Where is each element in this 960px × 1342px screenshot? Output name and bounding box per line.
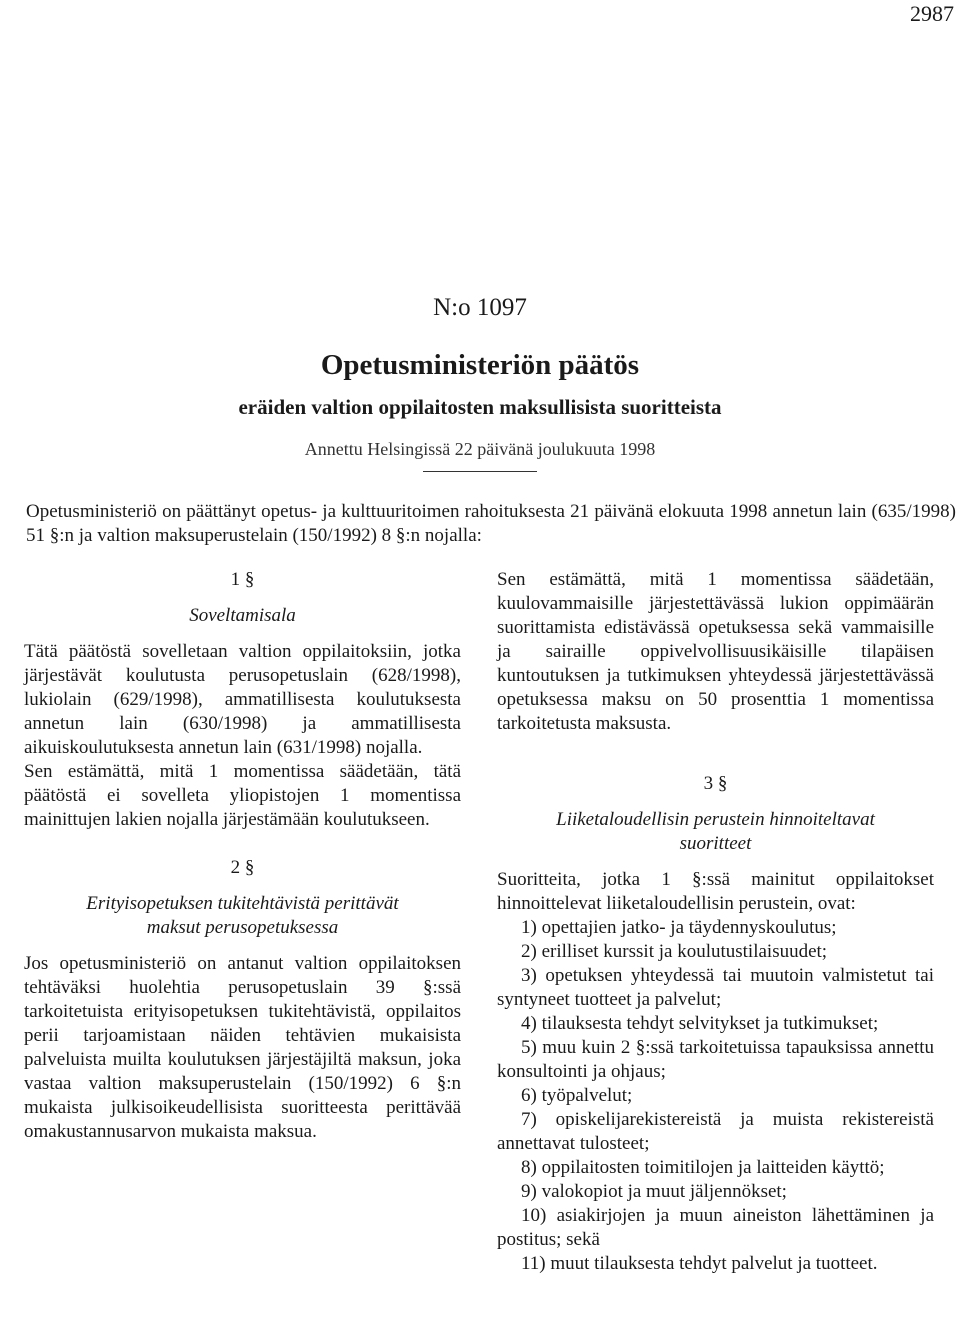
section-2-paragraph-1: Jos opetusministeriö on antanut valtion oppilaitoksen tehtäväksi huolehtia perusopetuslain 39 §:ssä tarkoitetuista erityisopetuksen tukitehtävistä, oppilaitos perii tarjoamistaan näiden tehtävien mukaisista palveluista muilta koulutuksen järjestäjiltä maksun, joka vastaa valtion maksuperustelain (150/1992) 6 §:n mukaista julkisoikeudellisista suoritteesta perittävää omakustannusarvon mukaista maksua. (24, 953, 461, 1142)
section-3-title-line-1: Liiketaloudellisin perustein hinnoiteltavat (556, 809, 875, 830)
statute-number: N:o 1097 (433, 294, 527, 321)
section-3-item-6: 6) työpalvelut; (521, 1085, 633, 1106)
section-3-item-3: 3) opetuksen yhteydessä tai muutoin valmistetut tai syntyneet tuotteet ja palvelut; (497, 965, 934, 1010)
section-3-title-line-2: suoritteet (679, 833, 752, 854)
page-number: 2987 (910, 1, 954, 26)
section-3-number: 3 § (703, 773, 728, 794)
section-3-item-8: 8) oppilaitosten toimitilojen ja laitteiden käyttö; (521, 1157, 885, 1178)
section-3-item-10: 10) asiakirjojen ja muun aineiston lähettäminen ja postitus; sekä (497, 1205, 934, 1250)
section-3-item-2: 2) erilliset kurssit ja koulutustilaisuudet; (521, 941, 828, 962)
issue-date-line: Annettu Helsingissä 22 päivänä joulukuuta 1998 (304, 439, 656, 459)
section-1-paragraph-2: Sen estämättä, mitä 1 momentissa säädetään, tätä päätöstä ei sovelleta yliopistojen 1 momentissa mainittujen lakien nojalla järjestämään koulutukseen. (24, 761, 461, 830)
section-2-title-line-1: Erityisopetuksen tukitehtävistä perittävät (86, 893, 399, 914)
document-title: Opetusministeriön päätös (320, 349, 640, 381)
section-3-item-4: 4) tilauksesta tehdyt selvitykset ja tutkimukset; (521, 1013, 879, 1034)
preamble: Opetusministeriö on päättänyt opetus- ja kulttuuritoimen rahoituksesta 21 päivänä elokuuta 1998 annetun lain (635/1998) 51 §:n ja valtion maksuperustelain (150/1992) 8 §:n nojalla: (26, 501, 956, 546)
section-3-item-5: 5) muu kuin 2 §:ssä tarkoitetuissa tapauksissa annettu konsultointi ja ohjaus; (497, 1037, 934, 1082)
section-2-paragraph-2: Sen estämättä, mitä 1 momentissa säädetään, kuulovammaisille järjestettävässä lukion oppimäärän suorittamista edistävässä opetuksessa sekä vammaisille ja sairaille oppivelvollisuusikäisille tilapäisen kuntoutuksen ja tutkimuksen yhteydessä järjestettävässä opetuksessa maksu on 50 prosenttia 1 momentissa tarkoitetusta maksusta. (497, 569, 934, 734)
section-3-item-11: 11) muut tilauksesta tehdyt palvelut ja tuotteet. (521, 1253, 878, 1274)
title-divider (423, 471, 537, 472)
section-2-number: 2 § (230, 857, 255, 878)
section-2-title-line-2: maksut perusopetuksessa (146, 917, 339, 938)
right-column (497, 568, 934, 1276)
section-spacer (497, 736, 934, 772)
section-1-number: 1 § (230, 569, 255, 590)
section-3-item-1: 1) opettajien jatko- ja täydennyskoulutus; (521, 917, 837, 938)
left-column (24, 568, 461, 1144)
section-3-intro: Suoritteita, jotka 1 §:ssä mainitut oppilaitokset hinnoittelevat liiketaloudellisin perustein, ovat: (497, 869, 934, 914)
section-1-title: Soveltamisala (189, 605, 296, 626)
document-subtitle: eräiden valtion oppilaitosten maksullisista suoritteista (238, 395, 722, 419)
section-3-item-9: 9) valokopiot ja muut jäljennökset; (521, 1181, 787, 1202)
section-1-paragraph-1: Tätä päätöstä sovelletaan valtion oppilaitoksiin, jotka järjestävät koulutusta perusopetuslain (628/1998), lukiolain (629/1998), ammatillisesta koulutuksesta annetun lain (630/1998) ja ammatillisesta aikuiskoulutuksesta annetun lain (631/1998) nojalla. (24, 641, 461, 758)
section-3-item-7: 7) opiskelijarekistereistä ja muista rekistereistä annettavat tulosteet; (497, 1109, 934, 1154)
